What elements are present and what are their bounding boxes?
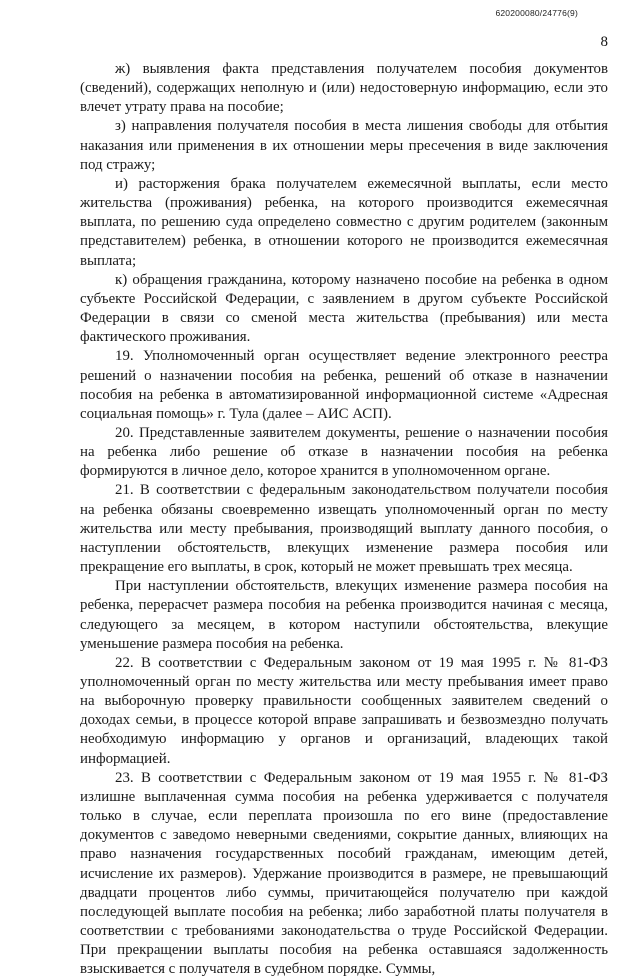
paragraph-item-zh: ж) выявления факта представления получателем пособия документов (сведений), содержащих неполную и (или) недостоверную информацию, если это влечет утрату права на пособие; <box>80 61 608 116</box>
paragraph-clause-21: 21. В соответствии с федеральным законодательством получатели пособия на ребенка обязаны своевременно извещать уполномоченный орган по месту жительства или месту пребывания, производящий выплату данного пособия, о наступлении обстоятельств, влекущих изменение размера пособия или прекращение его выплаты, в срок, который не может превышать трех месяца. <box>80 482 608 576</box>
paragraph-clause-19: 19. Уполномоченный орган осуществляет ведение электронного реестра решений о назначении пособия на ребенка, решений об отказе в назначении пособия на ребенка в автоматизированной информационной системе «Адресная социальная помощь» г. Тула (далее – АИС АСП). <box>80 348 608 422</box>
paragraph-item-z: з) направления получателя пособия в места лишения свободы для отбытия наказания или применения в их отношении меры пресечения в виде заключения под стражу; <box>80 118 608 173</box>
paragraph-clause-22: 22. В соответствии с Федеральным законом от 19 мая 1995 г. № 81-ФЗ уполномоченный орган по месту жительства или месту пребывания имеет право на выборочную проверку правильности сообщенных заявителем сведений о доходах семьи, в процессе которой вправе запрашивать и безвозмездно получать необходимую информацию у органов и организаций, владеющих такой информацией. <box>80 654 608 767</box>
paragraph-item-i: и) расторжения брака получателем ежемесячной выплаты, если место жительства (проживания) ребенка, на которого производится ежемесячная выплата, по решению суда определено совместно с другим родителем (законным представителем) ребенка, в отношении которого не производится ежемесячная выплата; <box>80 175 608 269</box>
document-registration-code: 620200080/24776(9) <box>495 8 578 18</box>
page-number: 8 <box>600 34 608 50</box>
paragraph-clause-23: 23. В соответствии с Федеральным законом от 19 мая 1955 г. № 81-ФЗ излишне выплаченная сумма пособия на ребенка удерживается с получателя только в случае, если переплата произошла по его вине (предоставление документов с заведомо неверными сведениями, сокрытие данных, влияющих на право назначения государственных пособий гражданам, имеющим детей, исчисление их размеров). Удержание производится в размере, не превышающий двадцати процентов либо суммы, причитающейся получателю при каждой последующей выплате пособия на ребенка; либо заработной платы получателя в соответствии с требованиями законодательства о труде Российской Федерации. При прекращении выплаты пособия на ребенка оставшаяся задолженность взыскивается с получателя в судебном порядке. Суммы, <box>80 769 608 978</box>
paragraph-item-k: к) обращения гражданина, которому назначено пособие на ребенка в одном субъекте Российской Федерации, с заявлением в другом субъекте Российской Федерации в связи со сменой места жительства (пребывания) или места фактического проживания. <box>80 271 608 346</box>
paragraph-clause-20: 20. Представленные заявителем документы, решение о назначении пособия на ребенка либо решение об отказе в назначении пособия на ребенка формируются в личное дело, которое хранится в уполномоченном органе. <box>80 424 608 480</box>
paragraph-clause-21-continued: При наступлении обстоятельств, влекущих изменение размера пособия на ребенка, перерасчет размера пособия на ребенка производится начиная с месяца, следующего за месяцем, в котором наступили обстоятельства, влекущие уменьшение размера пособия на ребенка. <box>80 578 608 652</box>
document-body <box>80 60 608 980</box>
